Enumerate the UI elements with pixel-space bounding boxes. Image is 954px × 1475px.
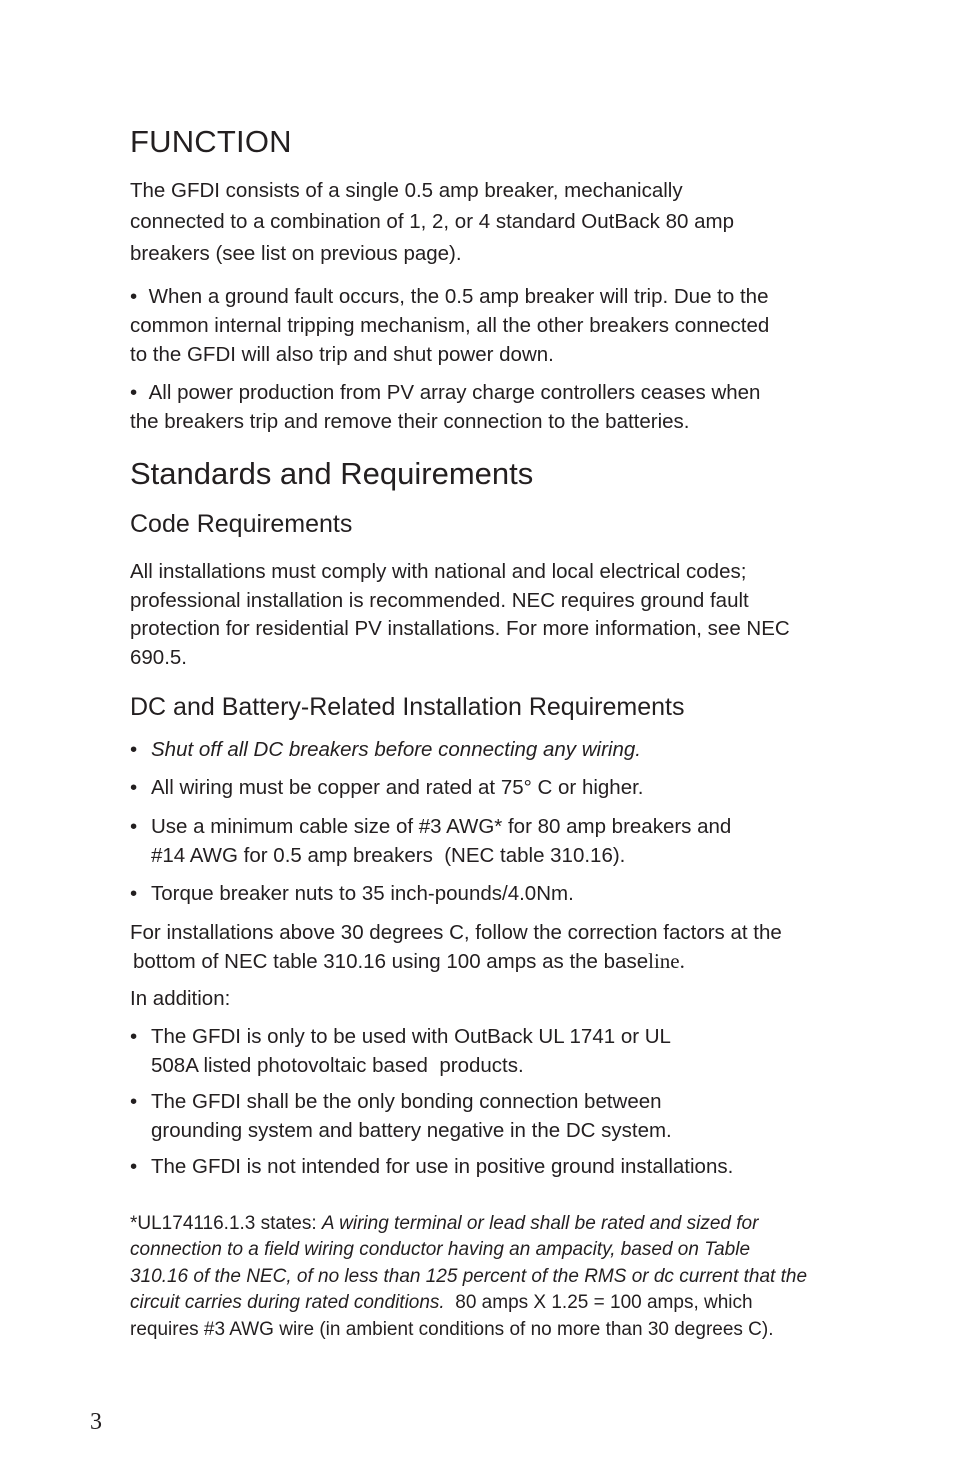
- function-intro-line-2: connected to a combination of 1, 2, or 4 standard OutBack 80 amp: [130, 210, 734, 233]
- function-bullet-1-line-2: common internal tripping mechanism, all the other breakers connected: [130, 314, 770, 337]
- bullet-marker: •: [130, 738, 138, 761]
- bullet-text-line-1: The GFDI is only to be used with OutBack UL 1741 or UL: [151, 1025, 671, 1048]
- code-line-1: All installations must comply with national and local electrical codes;: [130, 560, 747, 583]
- dc-bullet-2: [130, 773, 830, 803]
- function-bullet-2-line-2: the breakers trip and remove their connection to the batteries.: [130, 410, 690, 433]
- bullet-marker: •: [130, 1155, 138, 1178]
- standards-heading: Standards and Requirements: [130, 456, 534, 491]
- footnote-line-4: [130, 1290, 753, 1317]
- footnote-quote-end: circuit carries during rated conditions.: [130, 1292, 445, 1313]
- bullet-text: The GFDI is not intended for use in positive ground installations.: [151, 1155, 734, 1178]
- function-intro-line-3: breakers (see list on previous page).: [130, 242, 462, 265]
- bullet-marker: •: [130, 1025, 138, 1048]
- bullet-marker: •: [130, 1090, 138, 1113]
- footnote-line-1: [130, 1211, 758, 1238]
- temperature-paragraph-line-2: [133, 947, 685, 976]
- bullet-marker: •: [130, 882, 138, 905]
- bullet-text-line-2: 508A listed photovoltaic based products.: [151, 1054, 524, 1077]
- footnote-lead: *UL174116.1.3 states:: [130, 1213, 322, 1234]
- page-number: 3: [90, 1409, 102, 1435]
- function-bullet-1-line-1: [130, 282, 768, 311]
- in-addition-label: In addition:: [130, 987, 231, 1010]
- addition-bullet-3: [130, 1152, 830, 1182]
- footnote-line-3: 310.16 of the NEC, of no less than 125 percent of the RMS or dc current that the: [130, 1266, 808, 1287]
- bullet-text: All power production from PV array charge controllers ceases when: [148, 381, 761, 404]
- code-line-4: 690.5.: [130, 646, 187, 669]
- function-bullet-2-line-1: [130, 378, 760, 407]
- function-heading: FUNCTION: [130, 124, 292, 159]
- dc-bullet-4: [130, 879, 830, 909]
- bullet-text-line-1: The GFDI shall be the only bonding connection between: [151, 1090, 662, 1113]
- code-line-3: protection for residential PV installations. For more information, see NEC: [130, 617, 790, 640]
- bullet-marker: •: [130, 381, 138, 404]
- footnote-line-5: requires #3 AWG wire (in ambient conditions of no more than 30 degrees C).: [130, 1319, 774, 1340]
- bullet-marker: •: [130, 815, 138, 838]
- temperature-paragraph-text: bottom of NEC table 310.16 using 100 amps as the base: [133, 950, 649, 973]
- function-bullet-1-line-3: to the GFDI will also trip and shut power down.: [130, 343, 554, 366]
- bullet-text: Shut off all DC breakers before connecting any wiring.: [151, 738, 641, 761]
- temperature-paragraph-end: line.: [648, 949, 685, 973]
- footnote-line-2: connection to a field wiring conductor having an ampacity, based on Table: [130, 1239, 751, 1260]
- addition-bullet-2: [130, 1087, 830, 1147]
- bullet-marker: •: [130, 776, 138, 799]
- addition-bullet-1: [130, 1022, 830, 1082]
- code-requirements-heading: Code Requirements: [130, 510, 353, 538]
- dc-requirements-heading: DC and Battery-Related Installation Requirements: [130, 693, 685, 721]
- footnote-calculation: 80 amps X 1.25 = 100 amps, which: [444, 1292, 753, 1313]
- function-intro-line-1: The GFDI consists of a single 0.5 amp breaker, mechanically: [130, 179, 683, 202]
- bullet-text-line-2: grounding system and battery negative in the DC system.: [151, 1119, 672, 1142]
- temperature-paragraph-line-1: For installations above 30 degrees C, follow the correction factors at the: [130, 921, 782, 944]
- dc-bullet-3: [130, 812, 830, 872]
- bullet-text: When a ground fault occurs, the 0.5 amp breaker will trip. Due to the: [148, 285, 769, 308]
- bullet-text-line-2: #14 AWG for 0.5 amp breakers (NEC table 310.16).: [151, 844, 626, 867]
- bullet-text: All wiring must be copper and rated at 75° C or higher.: [151, 776, 644, 799]
- code-line-2: professional installation is recommended. NEC requires ground fault: [130, 589, 749, 612]
- footnote-quote: A wiring terminal or lead shall be rated and sized for: [321, 1213, 759, 1234]
- bullet-marker: •: [130, 285, 138, 308]
- dc-bullet-1: [130, 735, 830, 765]
- bullet-text-line-1: Use a minimum cable size of #3 AWG* for 80 amp breakers and: [151, 815, 732, 838]
- bullet-text: Torque breaker nuts to 35 inch-pounds/4.0Nm.: [151, 882, 574, 905]
